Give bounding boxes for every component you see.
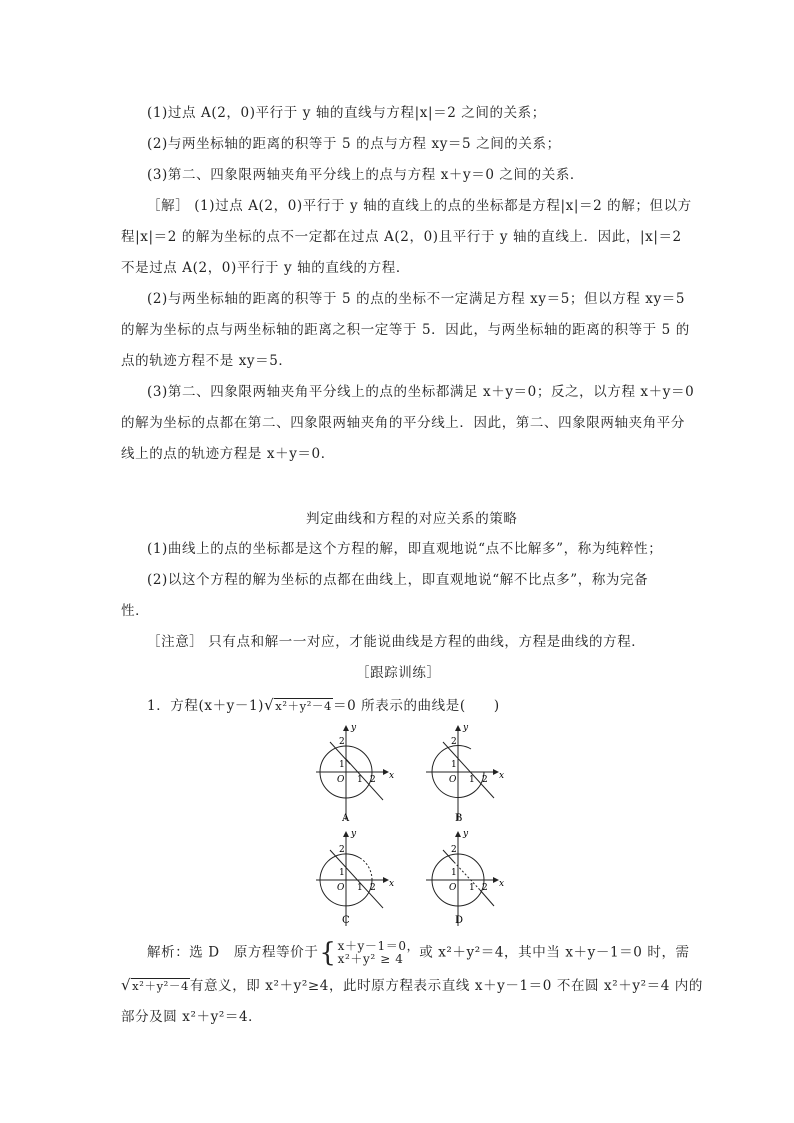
analysis-radicand: x²＋y²－4 (132, 979, 189, 993)
analysis-line2 (121, 975, 703, 996)
solution-p1-line3: 不是过点 A(2，0)平行于 y 轴的直线的方程． (121, 260, 410, 276)
problem-radicand: x²＋y²－4 (275, 699, 332, 713)
tick-label: 1 (357, 775, 363, 785)
axis-label-y: y (351, 829, 357, 839)
figure-a (316, 723, 394, 824)
figure-c (316, 829, 394, 926)
strategy-item-2-line1: (2)以这个方程的解为坐标的点都在曲线上，即直观地说“解不比点多”，称为完备 (147, 572, 649, 588)
analysis-prefix: 解析：选 D 原方程等价于 (147, 944, 319, 961)
axis-label-x: x (499, 879, 505, 889)
tick-label: 2 (451, 737, 457, 747)
training-title: ［跟踪训练］ (356, 665, 441, 681)
system-row-1: x＋y－1＝0， (337, 939, 420, 953)
tick-label: 2 (482, 883, 488, 893)
axis-label-x: x (389, 879, 395, 889)
solution-p3-line2: 的解为坐标的点都在第二、四象限两轴夹角的平分线上．因此，第二、四象限两轴夹角平分 (121, 415, 685, 431)
strategy-note: ［注意］ 只有点和解一一对应，才能说曲线是方程的曲线，方程是曲线的方程． (147, 634, 646, 650)
tick-label: 2 (339, 737, 345, 747)
tick-label: 2 (451, 845, 457, 855)
axis-label-y: y (463, 829, 469, 839)
system-brace: { (319, 938, 337, 968)
analysis-line2-text: 有意义，即 x²＋y²≥4，此时原方程表示直线 x＋y－1＝0 不在圆 x²＋y²＝4 内的 (189, 978, 703, 994)
line (330, 850, 383, 908)
training-problem (147, 695, 500, 716)
sqrt-sign: √ (264, 696, 275, 714)
line (443, 742, 494, 798)
strategy-item-1: (1)曲线上的点的坐标都是这个方程的解，即直观地说“点不比解多”，称为纯粹性； (147, 541, 663, 557)
tick-label: 1 (357, 883, 363, 893)
solution-p1-line2: 程|x|＝2 的解为坐标的点不一定都在过点 A(2，0)且平行于 y 轴的直线上．因此，|x|＝2 (121, 229, 682, 245)
question-2: (2)与两坐标轴的距离的积等于 5 的点与方程 xy＝5 之间的关系； (147, 136, 561, 152)
axis-label-x: x (499, 771, 505, 781)
tick-label: 1 (339, 760, 345, 770)
solution-p2-line2: 的解为坐标的点与两坐标轴的距离之积一定等于 5．因此，与两坐标轴的距离的积等于 5 的 (121, 322, 690, 338)
option-label-d: D (455, 915, 464, 926)
figure-d (426, 829, 504, 926)
analysis-line1 (147, 940, 690, 966)
tick-label: 1 (469, 883, 475, 893)
question-1: (1)过点 A(2，0)平行于 y 轴的直线与方程|x|＝2 之间的关系； (147, 105, 546, 121)
question-3: (3)第二、四象限两轴夹角平分线上的点与方程 x＋y＝0 之间的关系． (147, 167, 585, 183)
solution-p1-line1: ［解］ (1)过点 A(2，0)平行于 y 轴的直线上的点的坐标都是方程|x|＝2 的解；但以方 (147, 198, 692, 214)
option-label-c: C (342, 915, 350, 926)
circle-arc-dashed (360, 858, 372, 880)
solution-p3-line1: (3)第二、四象限两轴夹角平分线上的点的坐标都满足 x＋y＝0；反之，以方程 x＋y＝0 (147, 384, 695, 400)
axis-label-x: x (389, 771, 395, 781)
tick-label: 2 (482, 775, 488, 785)
system-row-2: x²＋y² ≥ 4 (337, 952, 404, 966)
tick-label: 1 (469, 775, 475, 785)
problem-suffix: ＝0 所表示的曲线是( ) (332, 698, 500, 714)
strategy-item-2-line2: 性． (121, 603, 150, 619)
tick-label: 1 (339, 868, 345, 878)
origin-label: O (449, 775, 457, 785)
sqrt-sign: √ (121, 976, 132, 994)
tick-label: 2 (370, 883, 376, 893)
tick-label: 2 (370, 775, 376, 785)
solution-p2-line1: (2)与两坐标轴的距离的积等于 5 的点的坐标不一定满足方程 xy＝5；但以方程 xy＝5 (147, 291, 686, 307)
origin-label: O (337, 775, 345, 785)
axis-label-y: y (463, 723, 469, 733)
solution-p3-line3: 线上的点的轨迹方程是 x＋y＝0． (121, 446, 335, 462)
tick-label: 1 (451, 760, 457, 770)
analysis-line3: 部分及圆 x²＋y²＝4． (121, 1009, 263, 1025)
option-label-b: B (455, 813, 463, 824)
axis-label-y: y (351, 723, 357, 733)
system (338, 940, 420, 966)
strategy-title: 判定曲线和方程的对应关系的策略 (306, 511, 518, 527)
tick-label: 1 (451, 868, 457, 878)
option-label-a: A (342, 813, 350, 824)
origin-label: O (449, 883, 457, 893)
figure-b (426, 723, 504, 824)
solution-p2-line3: 点的轨迹方程不是 xy＝5． (121, 353, 293, 369)
line-solid-outside (346, 759, 383, 800)
analysis-suffix: 或 x²＋y²＝4，其中当 x＋y－1＝0 时，需 (419, 944, 690, 961)
origin-label: O (337, 883, 345, 893)
figure-panels (0, 720, 794, 930)
problem-prefix: 1．方程(x＋y－1) (147, 698, 265, 714)
tick-label: 2 (339, 845, 345, 855)
